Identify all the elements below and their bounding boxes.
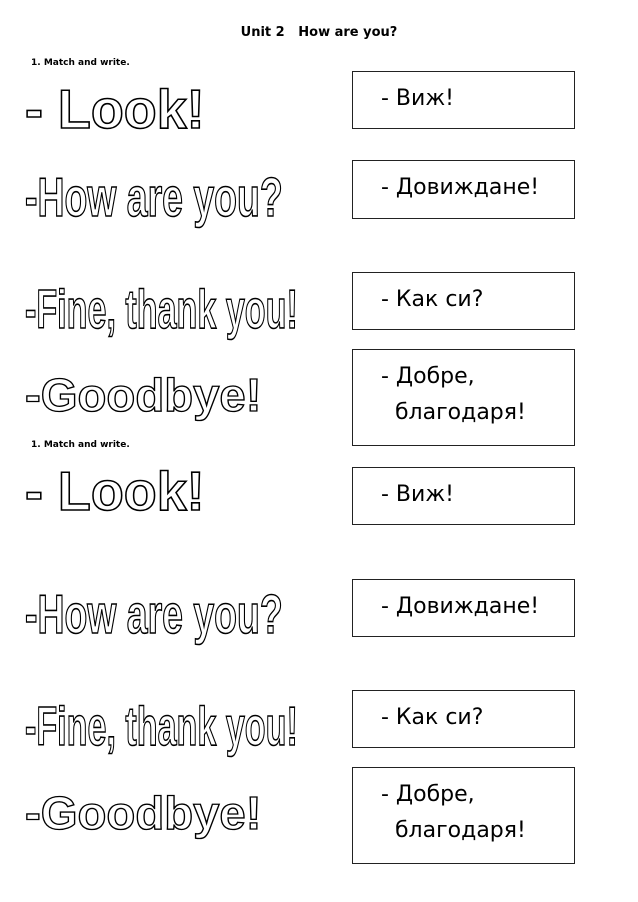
phrase-look: - Look! — [25, 78, 205, 140]
phrase-how-are-you: -How are you? — [25, 166, 283, 228]
instruction: 1. Match and write. — [31, 440, 130, 450]
answer-text: - Виж! — [381, 86, 454, 111]
answer-text: - Как си? — [381, 287, 484, 312]
answer-box — [352, 579, 575, 637]
answer-text: - Как си? — [381, 705, 484, 730]
answer-box — [352, 272, 575, 330]
answer-text: - Довиждане! — [381, 594, 540, 619]
answer-box — [352, 71, 575, 129]
answer-box — [352, 160, 575, 219]
phrase-look: - Look! — [25, 460, 205, 522]
phrase-how-are-you: -How are you? — [25, 583, 283, 645]
answer-box — [352, 467, 575, 525]
instruction: 1. Match and write. — [31, 58, 130, 68]
answer-box — [352, 690, 575, 748]
answer-box — [352, 767, 575, 864]
answer-text: - Виж! — [381, 482, 454, 507]
page-title: Unit 2 How are you? — [240, 25, 398, 40]
answer-text: - Добре, благодаря! — [381, 364, 526, 425]
phrase-goodbye: -Goodbye! — [25, 368, 262, 422]
phrase-fine-thank-you: -Fine, thank you! — [25, 695, 298, 757]
answer-text: - Добре, благодаря! — [381, 782, 526, 843]
phrase-goodbye: -Goodbye! — [25, 786, 262, 840]
phrase-fine-thank-you: -Fine, thank you! — [25, 278, 298, 340]
answer-text: - Довиждане! — [381, 175, 540, 200]
answer-box — [352, 349, 575, 446]
